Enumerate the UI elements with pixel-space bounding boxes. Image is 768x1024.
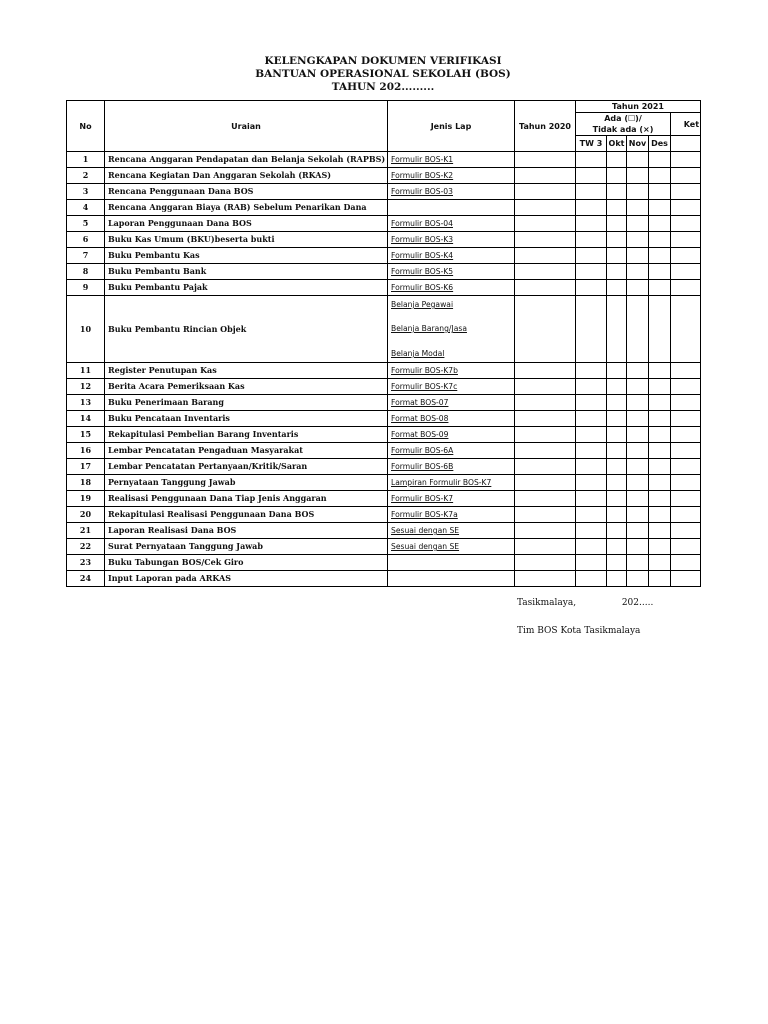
cell-tw3: [576, 363, 607, 379]
cell-des: [649, 491, 671, 507]
cell-tw3: [576, 152, 607, 168]
footer-year: 202.....: [621, 598, 654, 608]
cell-tw3: [576, 395, 607, 411]
jenis-lap-label: Belanja Modal: [391, 349, 445, 358]
row-uraian: Rekapitulasi Realisasi Penggunaan Dana BOS: [105, 507, 388, 523]
row-uraian: Laporan Penggunaan Dana BOS: [105, 216, 388, 232]
table-row: [67, 152, 701, 168]
cell-nov: [627, 475, 649, 491]
cell-nov: [627, 232, 649, 248]
cell-nov: [627, 571, 649, 587]
cell-tahun-2020: [515, 379, 576, 395]
jenis-lap-label: Formulir BOS-K2: [391, 171, 454, 180]
row-jenis-lap: [388, 571, 515, 587]
row-number: 18: [67, 475, 105, 491]
header-no: No: [67, 101, 105, 152]
table-row: [67, 443, 701, 459]
cell-tahun-2020: [515, 363, 576, 379]
cell-ket: [671, 264, 701, 280]
table-row: [67, 427, 701, 443]
cell-nov: [627, 395, 649, 411]
row-uraian: Berita Acara Pemeriksaan Kas: [105, 379, 388, 395]
cell-nov: [627, 555, 649, 571]
cell-tahun-2020: [515, 152, 576, 168]
row-uraian: Realisasi Penggunaan Dana Tiap Jenis Anggaran: [105, 491, 388, 507]
cell-des: [649, 200, 671, 216]
jenis-lap-label: Belanja Barang/Jasa: [391, 324, 467, 333]
cell-tahun-2020: [515, 296, 576, 363]
table-row: [67, 200, 701, 216]
row-jenis-lap: [388, 411, 515, 427]
cell-tahun-2020: [515, 184, 576, 200]
cell-ket: [671, 296, 701, 363]
cell-tahun-2020: [515, 427, 576, 443]
cell-tw3: [576, 459, 607, 475]
cell-okt: [607, 443, 627, 459]
row-jenis-lap: [388, 264, 515, 280]
cell-okt: [607, 571, 627, 587]
row-number: 16: [67, 443, 105, 459]
row-number: 13: [67, 395, 105, 411]
cell-tahun-2020: [515, 200, 576, 216]
table-row: [67, 395, 701, 411]
cell-tw3: [576, 264, 607, 280]
cell-ket: [671, 379, 701, 395]
cell-tahun-2020: [515, 539, 576, 555]
cell-des: [649, 363, 671, 379]
table-body: [67, 152, 701, 587]
jenis-lap-label: Formulir BOS-K5: [391, 267, 454, 276]
row-jenis-lap: [388, 555, 515, 571]
cell-okt: [607, 427, 627, 443]
cell-ket: [671, 571, 701, 587]
cell-tahun-2020: [515, 216, 576, 232]
table-row: [67, 248, 701, 264]
table-row: [67, 184, 701, 200]
cell-des: [649, 232, 671, 248]
jenis-lap-label: Belanja Pegawai: [391, 300, 454, 309]
cell-nov: [627, 168, 649, 184]
cell-tw3: [576, 184, 607, 200]
cell-nov: [627, 264, 649, 280]
cell-okt: [607, 555, 627, 571]
cell-ket: [671, 459, 701, 475]
header-tw3: TW 3: [576, 136, 607, 152]
cell-des: [649, 555, 671, 571]
jenis-lap-label: Format BOS-07: [391, 398, 449, 407]
cell-des: [649, 539, 671, 555]
table-row: [67, 571, 701, 587]
row-number: 4: [67, 200, 105, 216]
cell-tw3: [576, 443, 607, 459]
cell-okt: [607, 200, 627, 216]
cell-ket: [671, 363, 701, 379]
table-row: [67, 411, 701, 427]
table-row: [67, 491, 701, 507]
row-uraian: Buku Pembantu Rincian Objek: [105, 296, 388, 363]
cell-ket: [671, 232, 701, 248]
cell-okt: [607, 507, 627, 523]
row-jenis-lap: [388, 507, 515, 523]
header-ada: Ada (☐)/: [576, 113, 671, 125]
table-row: [67, 296, 701, 363]
row-uraian: Buku Tabungan BOS/Cek Giro: [105, 555, 388, 571]
cell-des: [649, 459, 671, 475]
jenis-lap-label: Format BOS-08: [391, 414, 449, 423]
row-number: 21: [67, 523, 105, 539]
row-jenis-lap: [388, 427, 515, 443]
table-row: [67, 379, 701, 395]
cell-ket: [671, 411, 701, 427]
row-jenis-lap: [388, 539, 515, 555]
cell-tahun-2020: [515, 395, 576, 411]
row-uraian: Buku Penerimaan Barang: [105, 395, 388, 411]
cell-tw3: [576, 411, 607, 427]
cell-ket: [671, 491, 701, 507]
row-uraian: Rencana Anggaran Pendapatan dan Belanja Sekolah (RAPBS): [105, 152, 388, 168]
cell-tw3: [576, 523, 607, 539]
row-uraian: Laporan Realisasi Dana BOS: [105, 523, 388, 539]
cell-nov: [627, 280, 649, 296]
row-number: 5: [67, 216, 105, 232]
table-row: [67, 459, 701, 475]
cell-tw3: [576, 427, 607, 443]
cell-okt: [607, 264, 627, 280]
jenis-lap-label: Formulir BOS-K6: [391, 283, 454, 292]
cell-okt: [607, 411, 627, 427]
cell-okt: [607, 475, 627, 491]
cell-tahun-2020: [515, 523, 576, 539]
row-uraian: Rekapitulasi Pembelian Barang Inventaris: [105, 427, 388, 443]
cell-nov: [627, 184, 649, 200]
jenis-lap-label: Formulir BOS-K1: [391, 155, 454, 164]
cell-ket: [671, 555, 701, 571]
row-number: 6: [67, 232, 105, 248]
cell-tahun-2020: [515, 475, 576, 491]
cell-tahun-2020: [515, 507, 576, 523]
row-number: 20: [67, 507, 105, 523]
cell-des: [649, 264, 671, 280]
header-ket: Ket: [671, 113, 701, 136]
table-row: [67, 232, 701, 248]
row-uraian: Buku Pembantu Bank: [105, 264, 388, 280]
cell-tw3: [576, 539, 607, 555]
cell-ket: [671, 248, 701, 264]
row-number: 22: [67, 539, 105, 555]
cell-tw3: [576, 296, 607, 363]
row-uraian: Surat Pernyataan Tanggung Jawab: [105, 539, 388, 555]
cell-tahun-2020: [515, 443, 576, 459]
row-uraian: Rencana Anggaran Biaya (RAB) Sebelum Penarikan Dana: [105, 200, 388, 216]
row-uraian: Buku Kas Umum (BKU)beserta bukti: [105, 232, 388, 248]
cell-tw3: [576, 248, 607, 264]
cell-des: [649, 427, 671, 443]
row-jenis-lap: [388, 184, 515, 200]
row-number: 10: [67, 296, 105, 363]
cell-okt: [607, 539, 627, 555]
cell-okt: [607, 152, 627, 168]
title-line-2: BANTUAN OPERASIONAL SEKOLAH (BOS): [255, 68, 511, 80]
cell-ket: [671, 395, 701, 411]
table-row: [67, 507, 701, 523]
cell-tahun-2020: [515, 491, 576, 507]
cell-nov: [627, 491, 649, 507]
cell-des: [649, 443, 671, 459]
cell-nov: [627, 379, 649, 395]
row-number: 9: [67, 280, 105, 296]
title-line-1: KELENGKAPAN DOKUMEN VERIFIKASI: [264, 55, 502, 67]
row-uraian: Buku Pencataan Inventaris: [105, 411, 388, 427]
cell-tahun-2020: [515, 232, 576, 248]
cell-nov: [627, 459, 649, 475]
cell-ket: [671, 168, 701, 184]
cell-nov: [627, 152, 649, 168]
jenis-lap-label: Formulir BOS-6B: [391, 462, 454, 471]
row-uraian: Rencana Penggunaan Dana BOS: [105, 184, 388, 200]
row-jenis-lap: [388, 475, 515, 491]
row-jenis-lap: [388, 232, 515, 248]
table-row: [67, 363, 701, 379]
cell-ket: [671, 475, 701, 491]
cell-nov: [627, 443, 649, 459]
table-row: [67, 555, 701, 571]
cell-des: [649, 168, 671, 184]
row-number: 17: [67, 459, 105, 475]
title-line-3: TAHUN 202.........: [331, 81, 435, 93]
row-uraian: Buku Pembantu Kas: [105, 248, 388, 264]
cell-tahun-2020: [515, 411, 576, 427]
row-jenis-lap: [388, 168, 515, 184]
row-jenis-lap: [388, 379, 515, 395]
table-row: [67, 539, 701, 555]
row-number: 8: [67, 264, 105, 280]
header-des: Des: [649, 136, 671, 152]
header-uraian: Uraian: [105, 101, 388, 152]
jenis-lap-label: Formulir BOS-04: [391, 219, 453, 228]
row-uraian: Rencana Kegiatan Dan Anggaran Sekolah (RKAS): [105, 168, 388, 184]
table-row: [67, 523, 701, 539]
row-number: 12: [67, 379, 105, 395]
table-row: [67, 216, 701, 232]
jenis-lap-label: Lampiran Formulir BOS-K7: [391, 478, 492, 487]
cell-tw3: [576, 507, 607, 523]
cell-des: [649, 411, 671, 427]
row-uraian: Buku Pembantu Pajak: [105, 280, 388, 296]
cell-tw3: [576, 491, 607, 507]
header-tahun-2021: Tahun 2021: [576, 101, 701, 113]
jenis-lap-label: Formulir BOS-K4: [391, 251, 454, 260]
row-number: 3: [67, 184, 105, 200]
row-jenis-lap: [388, 296, 515, 363]
jenis-lap-label: Formulir BOS-K7b: [391, 366, 458, 375]
cell-tahun-2020: [515, 571, 576, 587]
cell-nov: [627, 296, 649, 363]
cell-nov: [627, 248, 649, 264]
footer-team: Tim BOS Kota Tasikmalaya: [517, 626, 641, 636]
row-number: 7: [67, 248, 105, 264]
document-title: [66, 55, 700, 94]
cell-ket: [671, 539, 701, 555]
cell-okt: [607, 459, 627, 475]
jenis-lap-label: Formulir BOS-K7c: [391, 382, 458, 391]
cell-okt: [607, 296, 627, 363]
cell-okt: [607, 168, 627, 184]
verification-table: [66, 100, 701, 587]
table-row: [67, 475, 701, 491]
cell-okt: [607, 232, 627, 248]
row-jenis-lap: [388, 395, 515, 411]
cell-okt: [607, 523, 627, 539]
cell-okt: [607, 379, 627, 395]
cell-des: [649, 296, 671, 363]
table-row: [67, 168, 701, 184]
cell-tw3: [576, 555, 607, 571]
cell-des: [649, 248, 671, 264]
row-jenis-lap: [388, 523, 515, 539]
cell-okt: [607, 280, 627, 296]
cell-tw3: [576, 379, 607, 395]
header-tidak-ada: Tidak ada (×): [576, 124, 671, 136]
jenis-lap-label: Formulir BOS-K7a: [391, 510, 458, 519]
header-jenis-lap: Jenis Lap: [388, 101, 515, 152]
row-jenis-lap: [388, 200, 515, 216]
cell-nov: [627, 200, 649, 216]
row-number: 23: [67, 555, 105, 571]
cell-nov: [627, 427, 649, 443]
cell-des: [649, 184, 671, 200]
cell-okt: [607, 491, 627, 507]
cell-tw3: [576, 200, 607, 216]
row-jenis-lap: [388, 216, 515, 232]
header-ket-blank: [671, 136, 701, 152]
cell-des: [649, 507, 671, 523]
cell-ket: [671, 216, 701, 232]
footer-place: Tasikmalaya,: [517, 598, 577, 608]
cell-ket: [671, 507, 701, 523]
cell-ket: [671, 152, 701, 168]
cell-nov: [627, 539, 649, 555]
cell-tahun-2020: [515, 555, 576, 571]
cell-tahun-2020: [515, 168, 576, 184]
header-nov: Nov: [627, 136, 649, 152]
row-jenis-lap: [388, 443, 515, 459]
cell-ket: [671, 184, 701, 200]
cell-tw3: [576, 475, 607, 491]
cell-tw3: [576, 571, 607, 587]
row-jenis-lap: [388, 363, 515, 379]
jenis-lap-label: Formulir BOS-6A: [391, 446, 454, 455]
cell-des: [649, 216, 671, 232]
row-jenis-lap: [388, 491, 515, 507]
cell-nov: [627, 363, 649, 379]
cell-okt: [607, 216, 627, 232]
row-number: 14: [67, 411, 105, 427]
row-number: 1: [67, 152, 105, 168]
cell-des: [649, 280, 671, 296]
cell-ket: [671, 443, 701, 459]
cell-tw3: [576, 216, 607, 232]
cell-des: [649, 395, 671, 411]
jenis-lap-label: Formulir BOS-K3: [391, 235, 454, 244]
cell-tahun-2020: [515, 459, 576, 475]
row-uraian: Lembar Pencatatan Pertanyaan/Kritik/Saran: [105, 459, 388, 475]
cell-nov: [627, 411, 649, 427]
cell-des: [649, 152, 671, 168]
footer-place-date: [517, 598, 653, 608]
cell-nov: [627, 507, 649, 523]
cell-okt: [607, 184, 627, 200]
row-uraian: Pernyataan Tanggung Jawab: [105, 475, 388, 491]
cell-des: [649, 379, 671, 395]
cell-ket: [671, 280, 701, 296]
cell-des: [649, 475, 671, 491]
cell-tw3: [576, 232, 607, 248]
row-jenis-lap: [388, 248, 515, 264]
cell-okt: [607, 395, 627, 411]
row-uraian: Register Penutupan Kas: [105, 363, 388, 379]
table-row: [67, 264, 701, 280]
row-jenis-lap: [388, 152, 515, 168]
jenis-lap-label: Formulir BOS-K7: [391, 494, 454, 503]
cell-nov: [627, 523, 649, 539]
cell-tahun-2020: [515, 248, 576, 264]
row-number: 15: [67, 427, 105, 443]
cell-ket: [671, 427, 701, 443]
header-tahun-2020: Tahun 2020: [515, 101, 576, 152]
cell-nov: [627, 216, 649, 232]
row-jenis-lap: [388, 459, 515, 475]
row-jenis-lap: [388, 280, 515, 296]
row-uraian: Input Laporan pada ARKAS: [105, 571, 388, 587]
cell-tw3: [576, 168, 607, 184]
cell-des: [649, 571, 671, 587]
jenis-lap-label: Formulir BOS-03: [391, 187, 453, 196]
cell-okt: [607, 248, 627, 264]
row-number: 24: [67, 571, 105, 587]
cell-tahun-2020: [515, 264, 576, 280]
header-okt: Okt: [607, 136, 627, 152]
jenis-lap-label: Format BOS-09: [391, 430, 449, 439]
jenis-lap-label: Sesuai dengan SE: [391, 526, 460, 535]
table-row: [67, 280, 701, 296]
row-number: 11: [67, 363, 105, 379]
row-uraian: Lembar Pencatatan Pengaduan Masyarakat: [105, 443, 388, 459]
row-number: 2: [67, 168, 105, 184]
cell-tahun-2020: [515, 280, 576, 296]
cell-ket: [671, 200, 701, 216]
cell-ket: [671, 523, 701, 539]
row-number: 19: [67, 491, 105, 507]
cell-des: [649, 523, 671, 539]
jenis-lap-label: Sesuai dengan SE: [391, 542, 460, 551]
cell-okt: [607, 363, 627, 379]
cell-tw3: [576, 280, 607, 296]
